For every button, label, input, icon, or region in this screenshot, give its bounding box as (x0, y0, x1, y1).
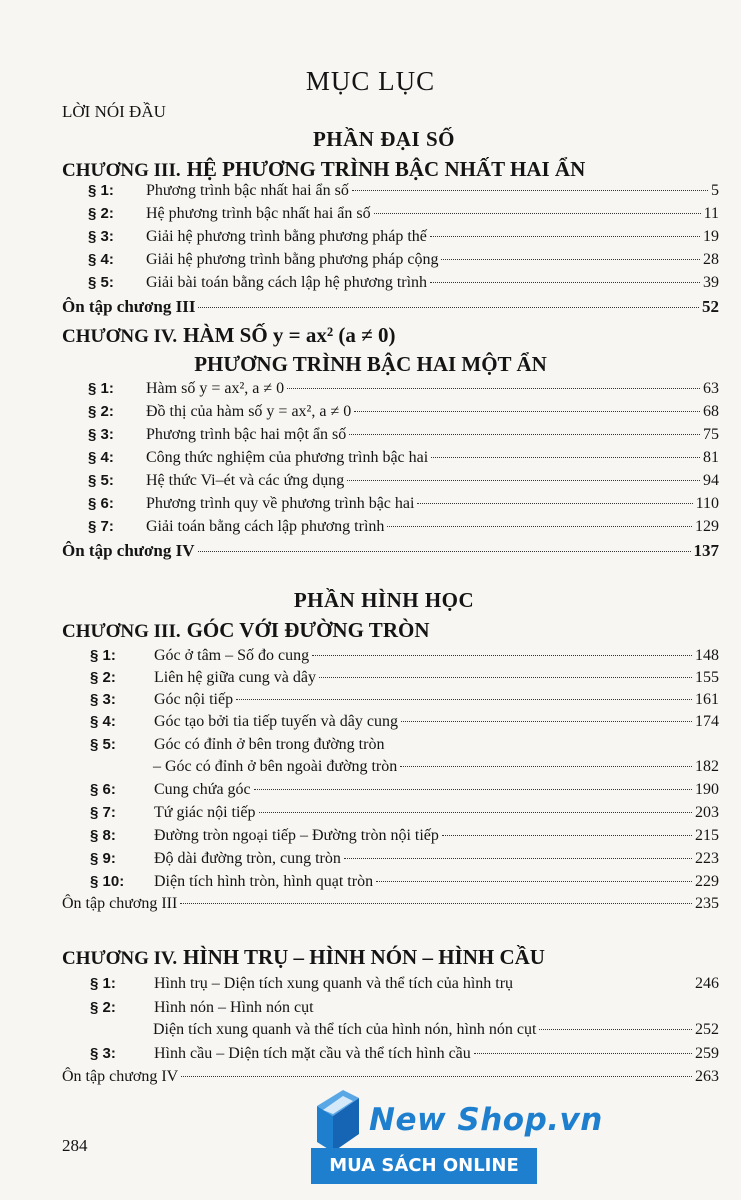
section-number: § 5: (90, 736, 116, 753)
entry-title: Giải hệ phương trình bằng phương pháp cộng (146, 251, 439, 268)
page-ref: 148 (695, 647, 719, 664)
section-number: § 5: (88, 472, 114, 489)
entry-title: Góc nội tiếp (154, 691, 234, 708)
dot-leader (400, 766, 692, 767)
dot-leader (352, 190, 708, 191)
toc-entry[interactable] (88, 403, 719, 425)
section-number: § 3: (88, 228, 114, 245)
entry-title: Góc ở tâm – Số đo cung (154, 647, 310, 664)
chapter-review-entry[interactable] (62, 895, 719, 917)
page-ref: 75 (703, 426, 719, 443)
section-number: § 6: (90, 781, 116, 798)
section-number: § 9: (90, 850, 116, 867)
page-ref: 215 (695, 827, 719, 844)
section-number: § 7: (90, 804, 116, 821)
page-ref: 110 (695, 495, 719, 512)
dot-leader (401, 721, 692, 722)
entry-title: Phương trình bậc nhất hai ẩn số (146, 182, 349, 199)
chapter-label: CHƯƠNG IV. (62, 948, 178, 969)
entry-title: Độ dài đường tròn, cung tròn (154, 850, 341, 867)
section-number: § 2: (88, 403, 114, 420)
dot-leader (430, 282, 700, 283)
dot-leader (181, 1076, 692, 1077)
toc-entry[interactable] (90, 850, 719, 872)
entry-title: Hệ phương trình bậc nhất hai ẩn số (146, 205, 371, 222)
toc-entry[interactable] (88, 182, 719, 204)
entry-title: Giải bài toán bằng cách lập hệ phương trình (146, 274, 428, 291)
page-ref: 203 (695, 804, 719, 821)
toc-entry[interactable] (88, 449, 719, 471)
entry-title: Phương trình quy về phương trình bậc hai (146, 495, 415, 512)
entry-title: Giải toán bằng cách lập phương trình (146, 518, 385, 535)
toc-entry[interactable] (90, 736, 719, 758)
chapter-label: CHƯƠNG III. (62, 621, 181, 642)
entry-title: Ôn tập chương IV (62, 1068, 179, 1085)
page-ref: 137 (693, 541, 719, 560)
toc-entry[interactable] (90, 691, 719, 713)
toc-entry[interactable] (90, 781, 719, 803)
part-algebra-title: PHẦN ĐẠI SỐ (312, 127, 455, 151)
section-number: § 2: (88, 205, 114, 222)
page-ref: 246 (695, 975, 719, 992)
toc-entry[interactable] (88, 228, 719, 250)
dot-leader (474, 1053, 692, 1054)
section-number: § 1: (88, 380, 114, 397)
section-number: § 4: (90, 713, 116, 730)
page-ref: 155 (695, 669, 719, 686)
preface-link[interactable]: LỜI NÓI ĐẦU (62, 102, 166, 121)
chapter-review-entry[interactable] (62, 541, 719, 563)
entry-title: Hàm số y = ax², a ≠ 0 (146, 380, 285, 397)
page-ref: 263 (695, 1068, 719, 1085)
page-ref: 81 (703, 449, 719, 466)
toc-entry[interactable] (88, 426, 719, 448)
toc-entry[interactable] (88, 495, 719, 517)
toc-entry[interactable] (90, 713, 719, 735)
toc-entry[interactable] (90, 873, 719, 895)
section-number: § 4: (88, 251, 114, 268)
toc-entry-continuation[interactable] (153, 758, 719, 780)
page-ref: 129 (695, 518, 719, 535)
page-ref: 229 (695, 873, 719, 890)
chapter-review-entry[interactable] (62, 297, 719, 319)
chapter-title: HÀM SỐ y = ax² (a ≠ 0) (183, 323, 396, 347)
dot-leader (312, 655, 692, 656)
section-number: § 3: (90, 691, 116, 708)
toc-entry[interactable] (90, 1045, 719, 1067)
chapter-title: HỆ PHƯƠNG TRÌNH BẬC NHẤT HAI ẨN (186, 157, 586, 181)
dot-leader (374, 213, 701, 214)
newshop-watermark (307, 1084, 603, 1186)
page-ref: 182 (695, 758, 719, 775)
entry-title: Góc tạo bởi tia tiếp tuyến và dây cung (154, 713, 398, 730)
dot-leader (516, 983, 692, 984)
section-number: § 3: (90, 1045, 116, 1062)
toc-entry[interactable] (88, 251, 719, 273)
section-number: § 6: (88, 495, 114, 512)
dot-leader (180, 903, 692, 904)
section-number: § 4: (88, 449, 114, 466)
entry-title: Ôn tập chương IV (62, 541, 195, 560)
toc-entry[interactable] (90, 804, 719, 826)
dot-leader (539, 1029, 692, 1030)
toc-entry[interactable] (88, 274, 719, 296)
page-ref: 235 (695, 895, 719, 912)
brand-name: New Shop.vn (369, 1102, 603, 1138)
section-number: § 1: (90, 647, 116, 664)
entry-title: Ôn tập chương III (62, 297, 196, 316)
page-ref: 39 (703, 274, 719, 291)
entry-title: Góc có đỉnh ở bên trong đường tròn (154, 736, 385, 753)
chapter-title: HÌNH TRỤ – HÌNH NÓN – HÌNH CẦU (183, 945, 545, 969)
toc-entry[interactable] (88, 518, 719, 540)
entry-title: – Góc có đỉnh ở bên ngoài đường tròn (153, 758, 398, 775)
dot-leader (347, 480, 700, 481)
dot-leader (236, 699, 692, 700)
section-number: § 7: (88, 518, 114, 535)
entry-title: Hình cầu – Diện tích mặt cầu và thể tích hình cầu (154, 1045, 471, 1062)
entry-title: Đồ thị của hàm số y = ax², a ≠ 0 (146, 403, 352, 420)
chapter-label: CHƯƠNG IV. (62, 326, 178, 347)
entry-title: Diện tích hình tròn, hình quạt tròn (154, 873, 374, 890)
entry-title: Giải hệ phương trình bằng phương pháp thế (146, 228, 427, 245)
toc-entry[interactable] (90, 827, 719, 849)
chapter-subtitle: PHƯƠNG TRÌNH BẬC HAI MỘT ẨN (194, 352, 547, 376)
section-number: § 1: (88, 182, 114, 199)
page-ref: 5 (711, 182, 719, 199)
chapter-title: GÓC VỚI ĐƯỜNG TRÒN (186, 618, 430, 642)
page-ref: 94 (703, 472, 719, 489)
section-number: § 3: (88, 426, 114, 443)
entry-title: Hình trụ – Diện tích xung quanh và thể tích của hình trụ (154, 975, 514, 992)
dot-leader (349, 434, 700, 435)
page-ref: 28 (703, 251, 719, 268)
toc-entry[interactable] (88, 380, 719, 402)
chapter-heading (62, 157, 585, 182)
section-number: § 10: (90, 873, 125, 890)
section-number: § 8: (90, 827, 116, 844)
page-ref: 19 (703, 228, 719, 245)
section-number: § 1: (90, 975, 116, 992)
brand-tagline: MUA SÁCH ONLINE (311, 1148, 537, 1184)
dot-leader (441, 259, 700, 260)
dot-leader (387, 526, 692, 527)
chapter-label: CHƯƠNG III. (62, 160, 181, 181)
entry-title: Tứ giác nội tiếp (154, 804, 256, 821)
entry-title: Công thức nghiệm của phương trình bậc hai (146, 449, 429, 466)
part-geometry-title: PHẦN HÌNH HỌC (293, 588, 475, 612)
dot-leader (287, 388, 700, 389)
page-title: MỤC LỤC (305, 66, 436, 96)
dot-leader (259, 812, 692, 813)
chapter-heading (62, 618, 429, 643)
toc-entry[interactable] (88, 205, 719, 227)
chapter-heading (62, 323, 395, 348)
dot-leader (319, 677, 692, 678)
toc-entry[interactable] (90, 669, 719, 691)
toc-entry[interactable] (88, 472, 719, 494)
page-ref: 174 (695, 713, 719, 730)
dot-leader (198, 307, 699, 308)
entry-title: Hệ thức Vi–ét và các ứng dụng (146, 472, 345, 489)
entry-title: Phương trình bậc hai một ẩn số (146, 426, 347, 443)
dot-leader (430, 236, 700, 237)
page-number: 284 (62, 1136, 88, 1155)
chapter-heading (62, 945, 545, 970)
section-number: § 5: (88, 274, 114, 291)
page-ref: 11 (703, 205, 719, 222)
dot-leader (442, 835, 692, 836)
dot-leader (198, 551, 691, 552)
page-ref: 63 (703, 380, 719, 397)
page-ref: 252 (695, 1021, 719, 1038)
dot-leader (376, 881, 692, 882)
dot-leader (354, 411, 700, 412)
page-ref: 52 (702, 297, 719, 316)
page-ref: 259 (695, 1045, 719, 1062)
section-number: § 2: (90, 999, 116, 1016)
dot-leader (344, 858, 692, 859)
page-ref: 223 (695, 850, 719, 867)
entry-title: Liên hệ giữa cung và dây (154, 669, 316, 686)
entry-title: Đường tròn ngoại tiếp – Đường tròn nội tiếp (154, 827, 439, 844)
dot-leader (417, 503, 692, 504)
entry-title: Ôn tập chương III (62, 895, 178, 912)
toc-entry[interactable] (90, 647, 719, 669)
page-ref: 161 (695, 691, 719, 708)
toc-entry[interactable] (90, 975, 719, 997)
section-number: § 2: (90, 669, 116, 686)
toc-entry[interactable] (90, 999, 719, 1021)
dot-leader (431, 457, 700, 458)
page-ref: 68 (703, 403, 719, 420)
entry-title: Cung chứa góc (154, 781, 251, 798)
toc-entry-continuation[interactable] (153, 1021, 719, 1043)
bookmark-logo-icon (313, 1088, 363, 1154)
dot-leader (254, 789, 692, 790)
entry-title: Hình nón – Hình nón cụt (154, 999, 314, 1016)
entry-title: Diện tích xung quanh và thể tích của hình nón, hình nón cụt (153, 1021, 537, 1038)
page-ref: 190 (695, 781, 719, 798)
